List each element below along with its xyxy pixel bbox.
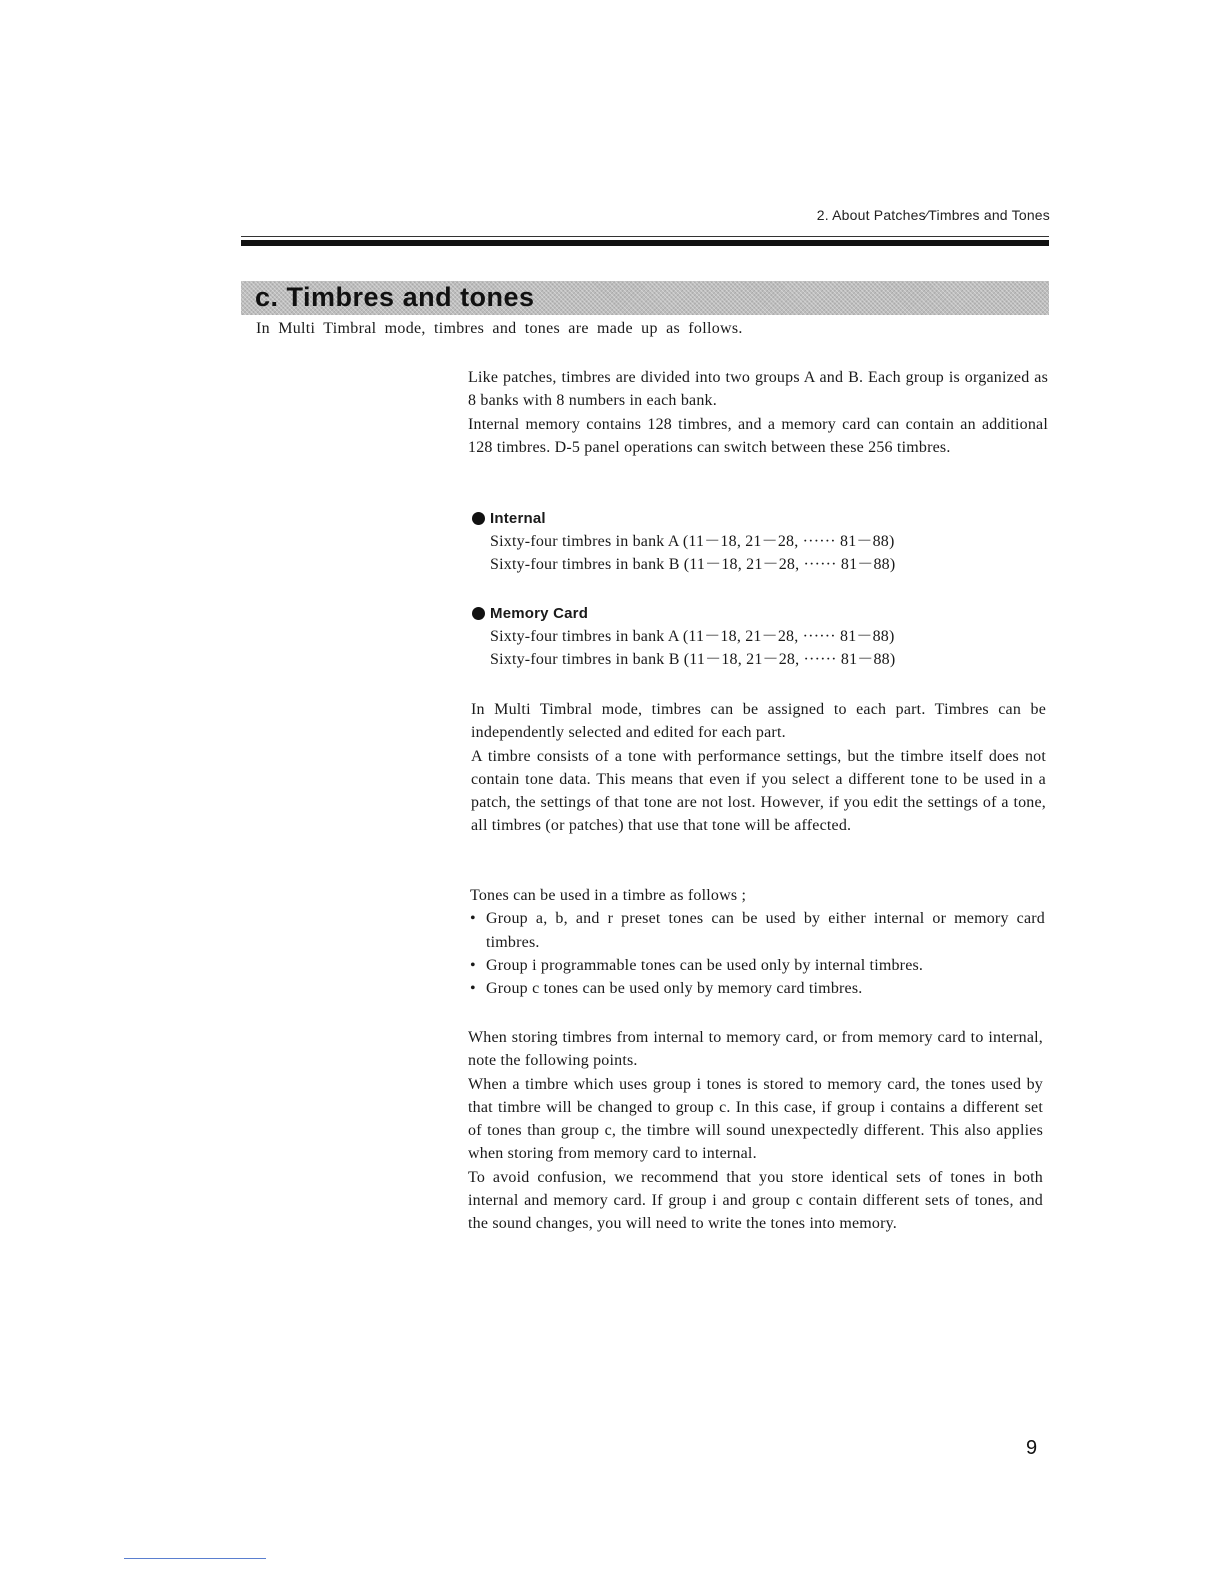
running-header: 2. About Patches⁄Timbres and Tones [816,207,1050,223]
internal-heading-label: Internal [490,510,546,527]
internal-heading [472,507,1052,530]
bullet-dot-icon [472,607,485,620]
section-banner [241,281,1049,315]
memory-card-bank-b: Sixty-four timbres in bank B (11－18, 21－28, ······ 81－88) [490,651,896,669]
overview-block [468,366,1048,459]
tones-usage-list [470,907,1045,1000]
list-item: • Group a, b, and r preset tones can be used by either internal or memory card timbres. [470,910,1045,951]
overview-paragraph-2: Internal memory contains 128 timbres, and a memory card can contain an additional 128 timbres. D-5 panel operations can switch between these 256 timbres. [468,415,1048,456]
list-item: • Group i programmable tones can be used only by internal timbres. [470,956,924,974]
page-number: 9 [1026,1437,1038,1459]
internal-bank-a: Sixty-four timbres in bank A (11－18, 21－28, ······ 81－88) [490,533,895,550]
assign-block [471,698,1046,838]
header-rule [241,236,1049,248]
memory-card-heading [472,602,1052,625]
internal-block [472,507,1052,577]
memory-card-block [472,602,1052,672]
tones-usage-block [470,884,1045,1000]
storing-paragraph-2: When a timbre which uses group i tones is stored to memory card, the tones used by that timbre will be changed to group c. In this case, if group i contains a different set of tones than group c, the timbre will sound unexpectedly different. This also applies when storing from memory card to internal. [468,1075,1043,1163]
section-title: c. Timbres and tones [255,282,535,312]
memory-card-heading-label: Memory Card [490,605,589,622]
storing-block [468,1026,1043,1236]
list-item: • Group c tones can be used only by memory card timbres. [470,980,863,998]
tones-usage-lead: Tones can be used in a timbre as follows ; [470,887,747,904]
overview-paragraph-1: Like patches, timbres are divided into two groups A and B. Each group is organized as 8 banks with 8 numbers in each bank. [468,369,1048,410]
storing-paragraph-3: To avoid confusion, we recommend that you store identical sets of tones in both internal and memory card. If group i and group c contain different sets of tones, and the sound changes, you will need to write the tones into memory. [468,1168,1043,1233]
footer-rule [124,1558,266,1559]
internal-bank-b: Sixty-four timbres in bank B (11－18, 21－28, ······ 81－88) [490,556,896,574]
assign-paragraph-2: A timbre consists of a tone with performance settings, but the timbre itself does not contain tone data. This means that even if you select a different tone to be used in a patch, the settings of that tone are not lost. However, if you edit the settings of a tone, all timbres (or patches) that use that tone will be affected. [471,747,1046,835]
memory-card-bank-a: Sixty-four timbres in bank A (11－18, 21－28, ······ 81－88) [490,628,895,645]
assign-paragraph-1: In Multi Timbral mode, timbres can be assigned to each part. Timbres can be independently selected and edited for each part. [471,701,1046,742]
section-intro: In Multi Timbral mode, timbres and tones are made up as follows. [256,320,743,337]
storing-paragraph-1: When storing timbres from internal to memory card, or from memory card to internal, note the following points. [468,1029,1043,1070]
bullet-dot-icon [472,512,485,525]
